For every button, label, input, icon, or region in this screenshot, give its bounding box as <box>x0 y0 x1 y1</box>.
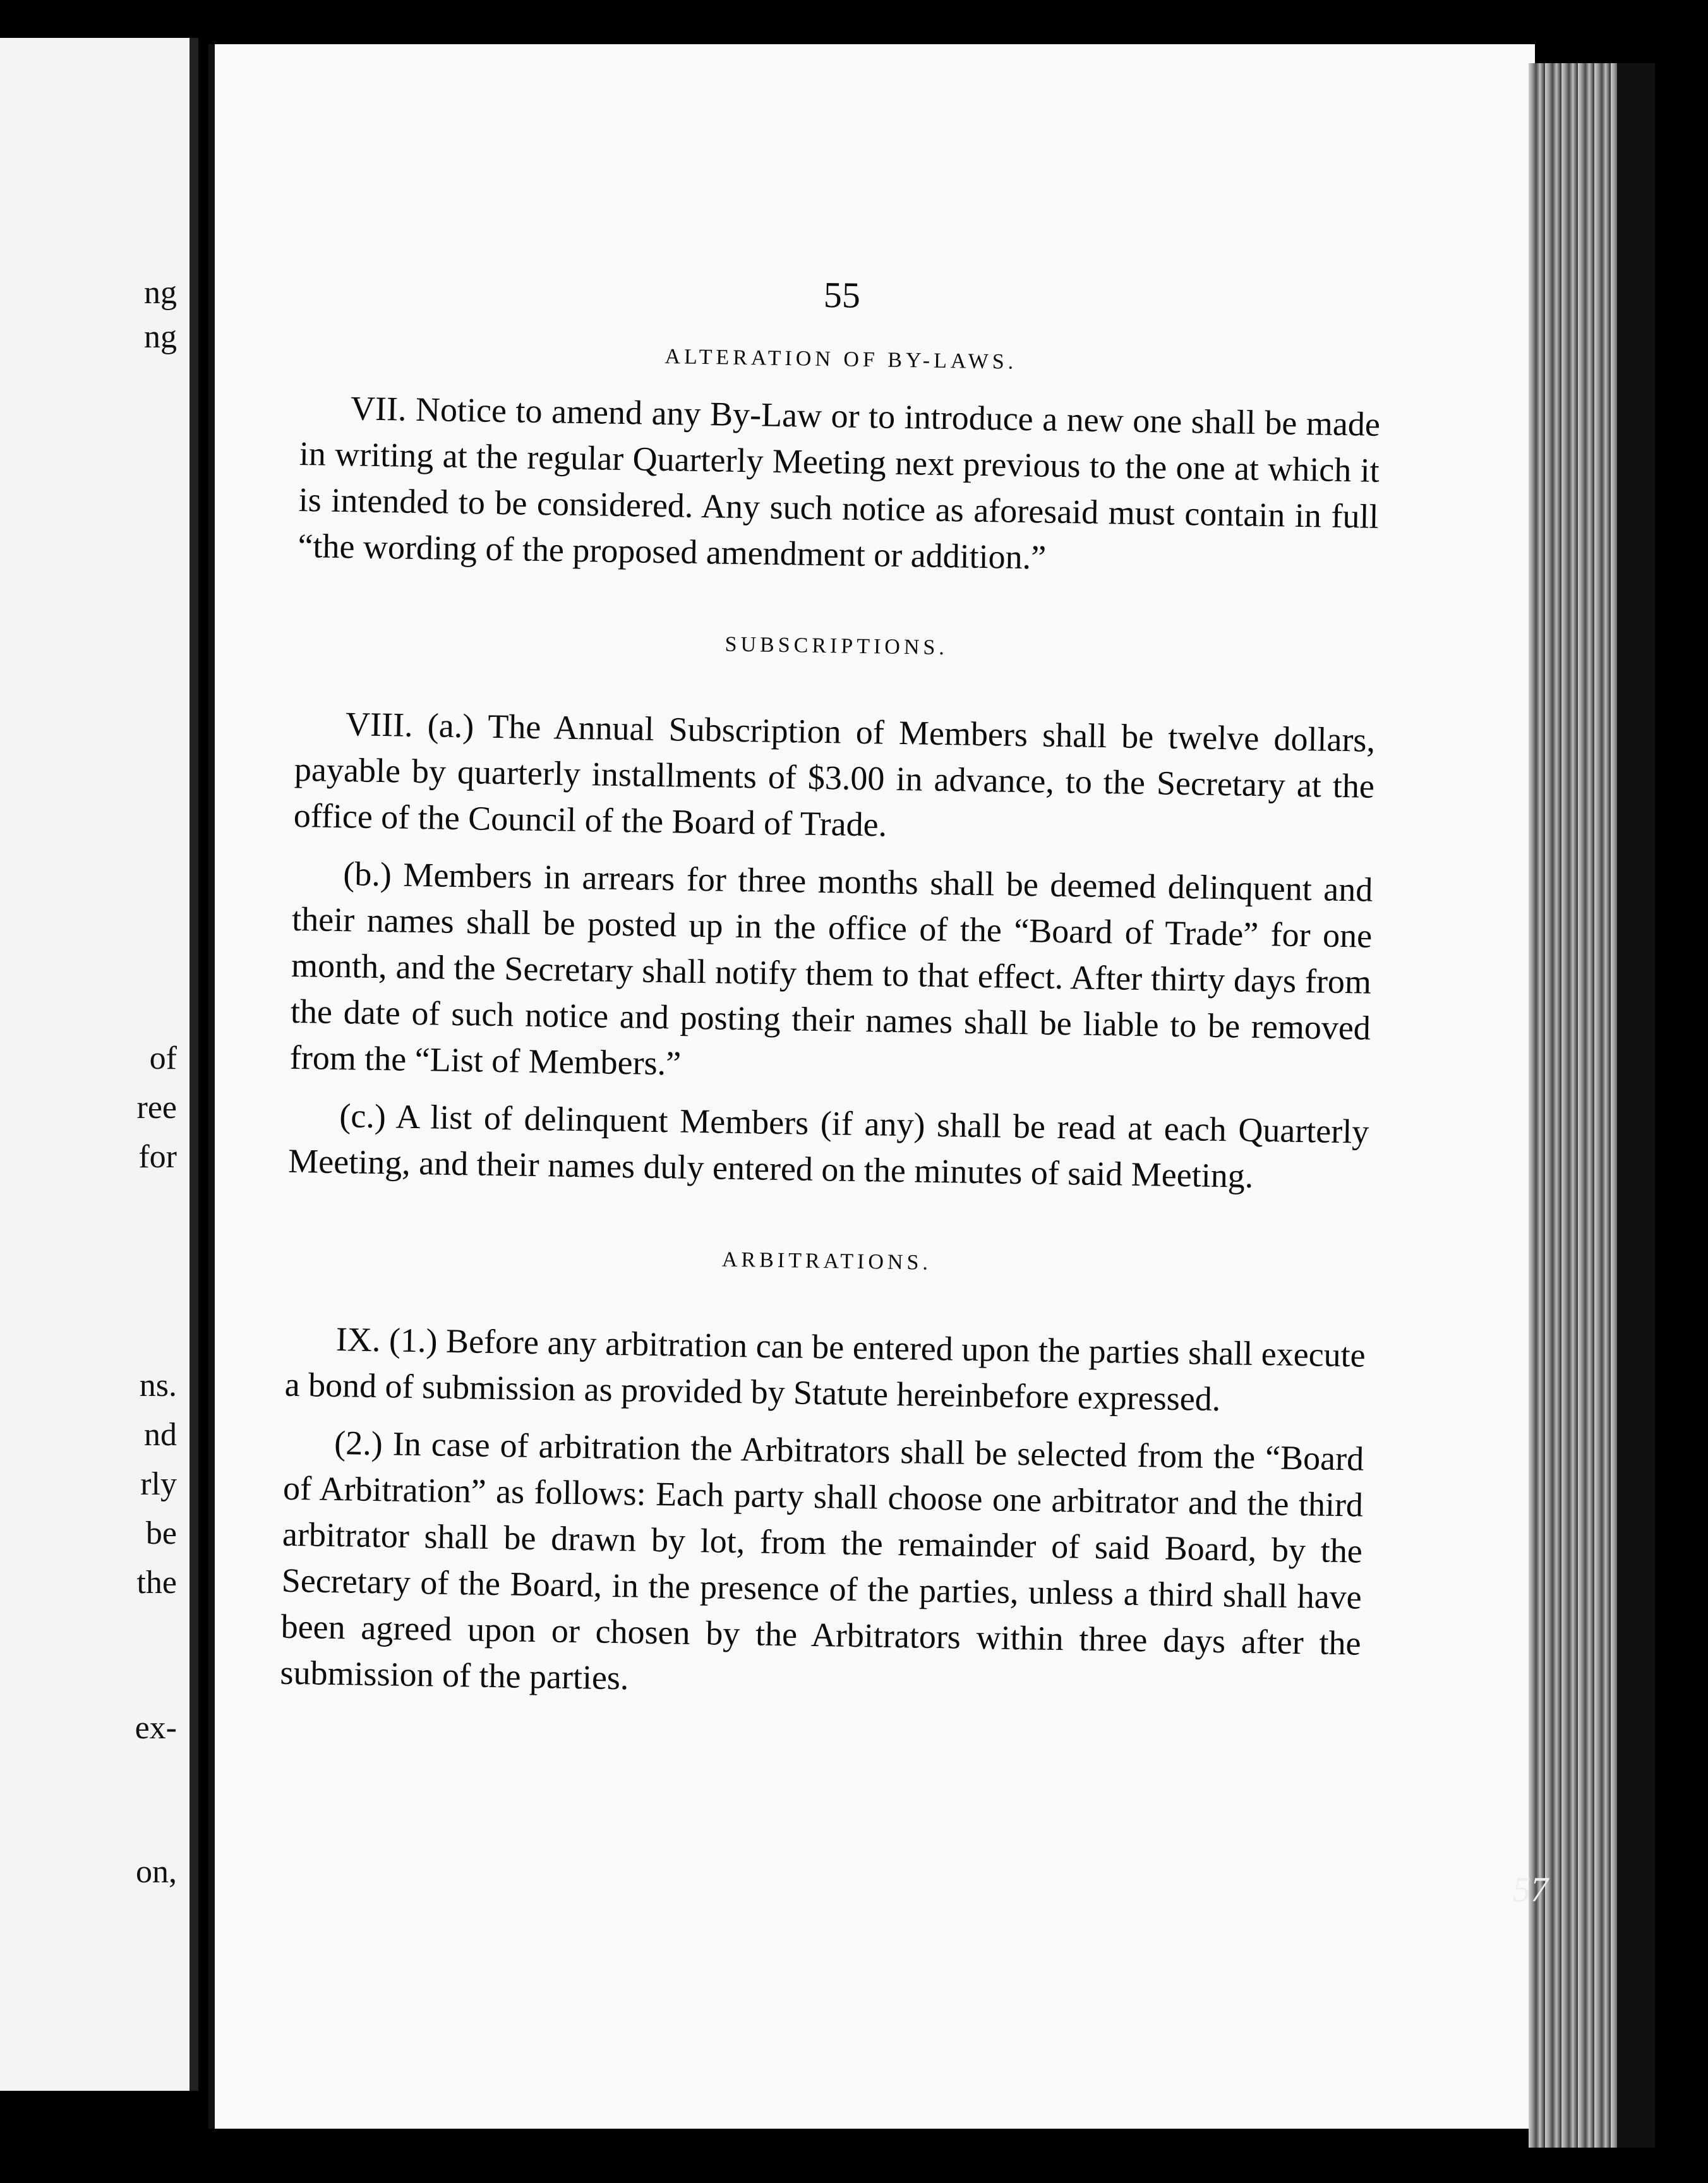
left-fragment: be <box>145 1515 177 1551</box>
page-number: 55 <box>823 274 861 316</box>
by-law-paragraph: VII. Notice to amend any By-Law or to introduce a new one shall be made in writing at the regular Quarterly Meeting next previous to the one at which it is intended to be considered. Any such notice as aforesaid must contain in full “the wording of the proposed amendment or addition.” <box>298 389 1381 577</box>
section-alteration-of-by-laws <box>298 339 1381 586</box>
left-page-fragments <box>0 38 189 2091</box>
section-subscriptions <box>288 626 1377 1201</box>
by-law-paragraph: VIII. (a.) The Annual Subscription of Members shall be twelve dollars, payable by quarterly installments of $3.00 in advance, to the Secretary at the office of the Council of the Board of Trade. <box>293 705 1376 844</box>
section-heading: ARBITRATIONS. <box>721 1248 932 1275</box>
left-fragment: for <box>138 1139 177 1175</box>
left-fragment: nd <box>144 1417 177 1453</box>
book-page <box>208 44 1535 2129</box>
section-heading: SUBSCRIPTIONS. <box>725 632 949 660</box>
left-fragment: of <box>149 1040 177 1076</box>
edge-stamp: 57 <box>1513 1870 1548 1909</box>
by-law-paragraph: IX. (1.) Before any arbitration can be entered upon the parties shall execute a bond of submission as provided by Statute hereinbefore expressed. <box>284 1320 1366 1419</box>
section-arbitrations <box>280 1241 1367 1713</box>
left-facing-page <box>0 38 198 2091</box>
left-fragment: ng <box>144 319 177 355</box>
left-fragment: ree <box>136 1090 177 1126</box>
left-fragment: the <box>136 1565 177 1601</box>
left-fragment: ng <box>144 275 177 311</box>
by-law-paragraph: (b.) Members in arrears for three months shall be deemed delinquent and their names shall be posted up in the office of the “Board of Trade” for one month, and the Secretary shall notify them to that effect. After thirty days from the date of such notice and posting their names shall be liable to be removed from the “List of Members.” <box>289 855 1373 1083</box>
page-edge-stack <box>1529 63 1655 2148</box>
left-fragment: ex- <box>135 1710 177 1746</box>
by-law-paragraph: (2.) In case of arbitration the Arbitrators shall be selected from the “Board of Arbitration” as follows: Each party shall choose one arbitrator and the third arbitrator shall be drawn by lot, from the remainder of said Board, by the Secretary of the Board, in the presence of the parties, unless a third shall have been agreed upon or chosen by the Arbitrators within three days after the submission of the parties. <box>280 1424 1364 1697</box>
left-fragment: ns. <box>139 1368 177 1404</box>
section-heading: ALTERATION OF BY-LAWS. <box>665 345 1018 374</box>
by-law-paragraph: (c.) A list of delinquent Members (if any) shall be read at each Quarterly Meeting, and their names duly entered on the minutes of said Meeting. <box>287 1097 1369 1195</box>
page-text-block <box>280 208 1383 1713</box>
left-fragment: on, <box>136 1854 177 1890</box>
left-fragment: rly <box>140 1466 177 1502</box>
